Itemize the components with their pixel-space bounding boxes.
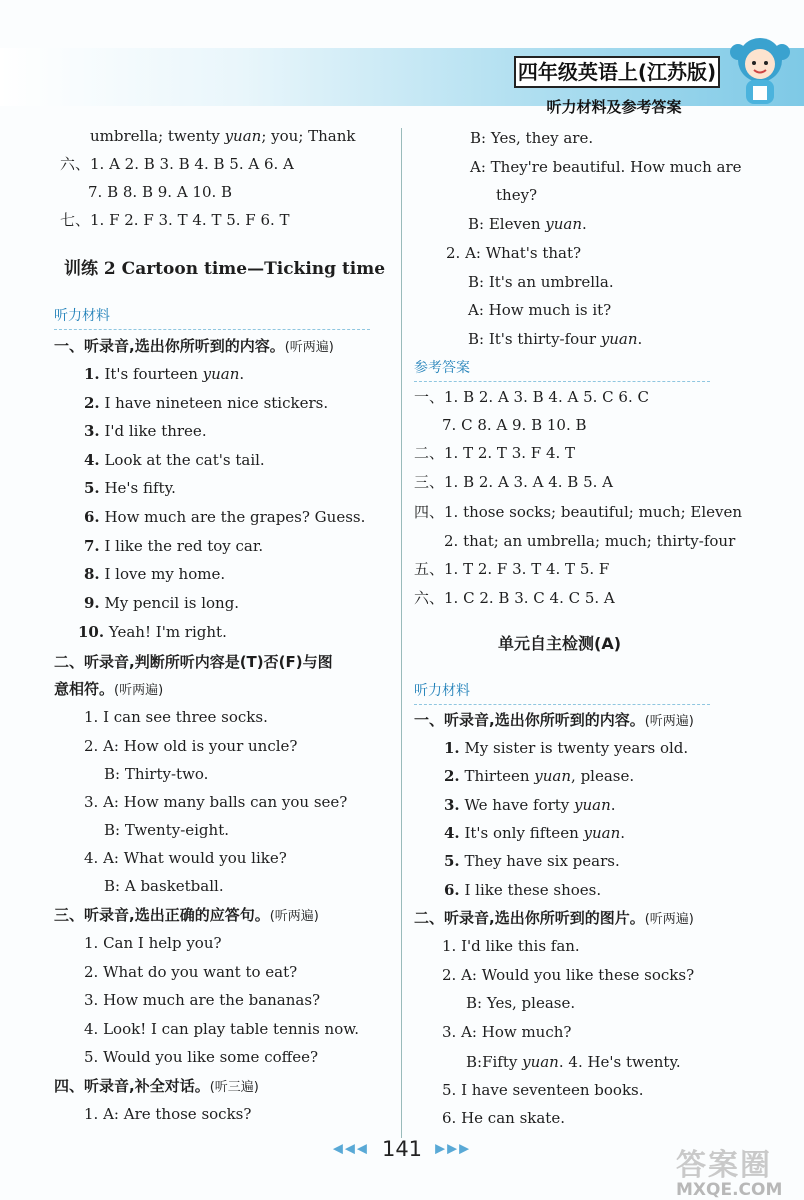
list-item: 5. I have seventeen books. — [442, 1081, 644, 1099]
answer-line: 四、1. those socks; beautiful; much; Eleven — [414, 503, 743, 521]
list-item: 2. I have nineteen nice stickers. — [84, 394, 329, 412]
dialog-line: A: They're beautiful. How much are — [470, 158, 742, 176]
prev-arrows-icon: ◀◀◀ — [332, 1141, 369, 1157]
mascot-girl-icon — [720, 30, 800, 110]
list-item: 1. A: Are those socks? — [84, 1105, 252, 1123]
answer-line: 六、1. C 2. B 3. C 4. C 5. A — [414, 589, 615, 607]
answer-line-6b: 7. B 8. B 9. A 10. B — [88, 183, 233, 201]
answer-line: 五、1. T 2. F 3. T 4. T 5. F — [414, 560, 610, 578]
listening-label: 听力材料 — [54, 308, 110, 324]
dialog-line: 2. A: What's that? — [446, 244, 582, 262]
list-item: 1. I'd like this fan. — [442, 937, 580, 955]
list-item: 5. They have six pears. — [444, 852, 620, 870]
dialog-line: B: Eleven yuan. — [468, 215, 587, 233]
list-item: B: Twenty-eight. — [104, 821, 229, 839]
list-item: 3. How much are the bananas? — [84, 991, 321, 1009]
list-item: 2. A: Would you like these socks? — [442, 966, 695, 984]
list-item: 3. We have forty yuan. — [444, 796, 616, 814]
list-item: 4. A: What would you like? — [84, 849, 287, 867]
list-item: B: Thirty-two. — [104, 765, 209, 783]
next-arrows-icon: ▶▶▶ — [435, 1141, 472, 1157]
watermark-bottom: MXQE.COM — [676, 1180, 783, 1200]
watermark-logo — [676, 1140, 800, 1200]
list-item: 8. I love my home. — [84, 565, 226, 583]
dialog-line: B: It's thirty-four yuan. — [468, 330, 643, 348]
list-item: 5. Would you like some coffee? — [84, 1048, 319, 1066]
dialog-line: B: It's an umbrella. — [468, 273, 614, 291]
unit-heading: 单元自主检测(A) — [498, 634, 622, 653]
page-number: 141 — [381, 1137, 423, 1161]
section-2-title: 二、听录音,判断所听内容是(T)否(F)与图 — [54, 653, 333, 671]
list-item: 4. Look! I can play table tennis now. — [84, 1020, 360, 1038]
answer-line: 2. that; an umbrella; much; thirty-four — [444, 532, 736, 550]
list-item: 5. He's fifty. — [84, 479, 176, 497]
answers-label: 参考答案 — [414, 360, 470, 376]
list-item: B: Yes, please. — [466, 994, 576, 1012]
list-item: 1. Can I help you? — [84, 934, 222, 952]
answer-line: 一、1. B 2. A 3. B 4. A 5. C 6. C — [414, 388, 649, 406]
answer-line: 三、1. B 2. A 3. A 4. B 5. A — [414, 473, 614, 491]
list-item: 6. He can skate. — [442, 1109, 565, 1127]
list-item: B: A basketball. — [104, 877, 224, 895]
column-divider — [401, 128, 402, 1138]
list-item: B:Fifty yuan. 4. He's twenty. — [466, 1053, 681, 1071]
header-subtitle: 听力材料及参考答案 — [546, 98, 682, 116]
unit-section-1-title: 一、听录音,选出你所听到的内容。(听两遍) — [414, 711, 694, 729]
list-item: 6. I like these shoes. — [444, 881, 602, 899]
list-item: 2. What do you want to eat? — [84, 963, 298, 981]
dialog-line: B: Yes, they are. — [470, 129, 594, 147]
watermark-top: 答案圈 — [676, 1148, 772, 1183]
list-item: 9. My pencil is long. — [84, 594, 240, 612]
list-item: 1. I can see three socks. — [84, 708, 268, 726]
list-item: 3. I'd like three. — [84, 422, 207, 440]
list-item: 1. My sister is twenty years old. — [444, 739, 689, 757]
book-title: 四年级英语上(江苏版) — [514, 56, 720, 88]
list-item: 3. A: How many balls can you see? — [84, 793, 348, 811]
dialog-line: A: How much is it? — [468, 301, 612, 319]
answer-line-7: 七、1. F 2. F 3. T 4. T 5. F 6. T — [60, 211, 290, 229]
list-item: 2. A: How old is your uncle? — [84, 737, 298, 755]
list-item: 10. Yeah! I'm right. — [78, 623, 227, 641]
answer-line-6: 六、1. A 2. B 3. B 4. B 5. A 6. A — [60, 155, 294, 173]
continued-answer-line: umbrella; twenty yuan; you; Thank — [90, 127, 356, 145]
lesson-heading: 训练 2 Cartoon time—Ticking time — [64, 259, 386, 279]
dialog-line: they? — [496, 186, 538, 204]
section-3-title: 三、听录音,选出正确的应答句。(听两遍) — [54, 906, 319, 924]
answer-line: 二、1. T 2. T 3. F 4. T — [414, 444, 576, 462]
list-item: 4. Look at the cat's tail. — [84, 451, 265, 469]
list-item: 3. A: How much? — [442, 1023, 572, 1041]
answer-line: 7. C 8. A 9. B 10. B — [442, 416, 587, 434]
section-1-title: 一、听录音,选出你所听到的内容。(听两遍) — [54, 337, 334, 355]
list-item: 2. Thirteen yuan, please. — [444, 767, 635, 785]
unit-section-2-title: 二、听录音,选出你所听到的图片。(听两遍) — [414, 909, 694, 927]
list-item: 4. It's only fifteen yuan. — [444, 824, 626, 842]
section-2-title-cont: 意相符。(听两遍) — [54, 680, 164, 698]
list-item: 6. How much are the grapes? Guess. — [84, 508, 366, 526]
section-4-title: 四、听录音,补全对话。(听三遍) — [54, 1077, 259, 1095]
list-item: 7. I like the red toy car. — [84, 537, 264, 555]
listening-label-2: 听力材料 — [414, 683, 470, 699]
list-item: 1. It's fourteen yuan. — [84, 365, 245, 383]
